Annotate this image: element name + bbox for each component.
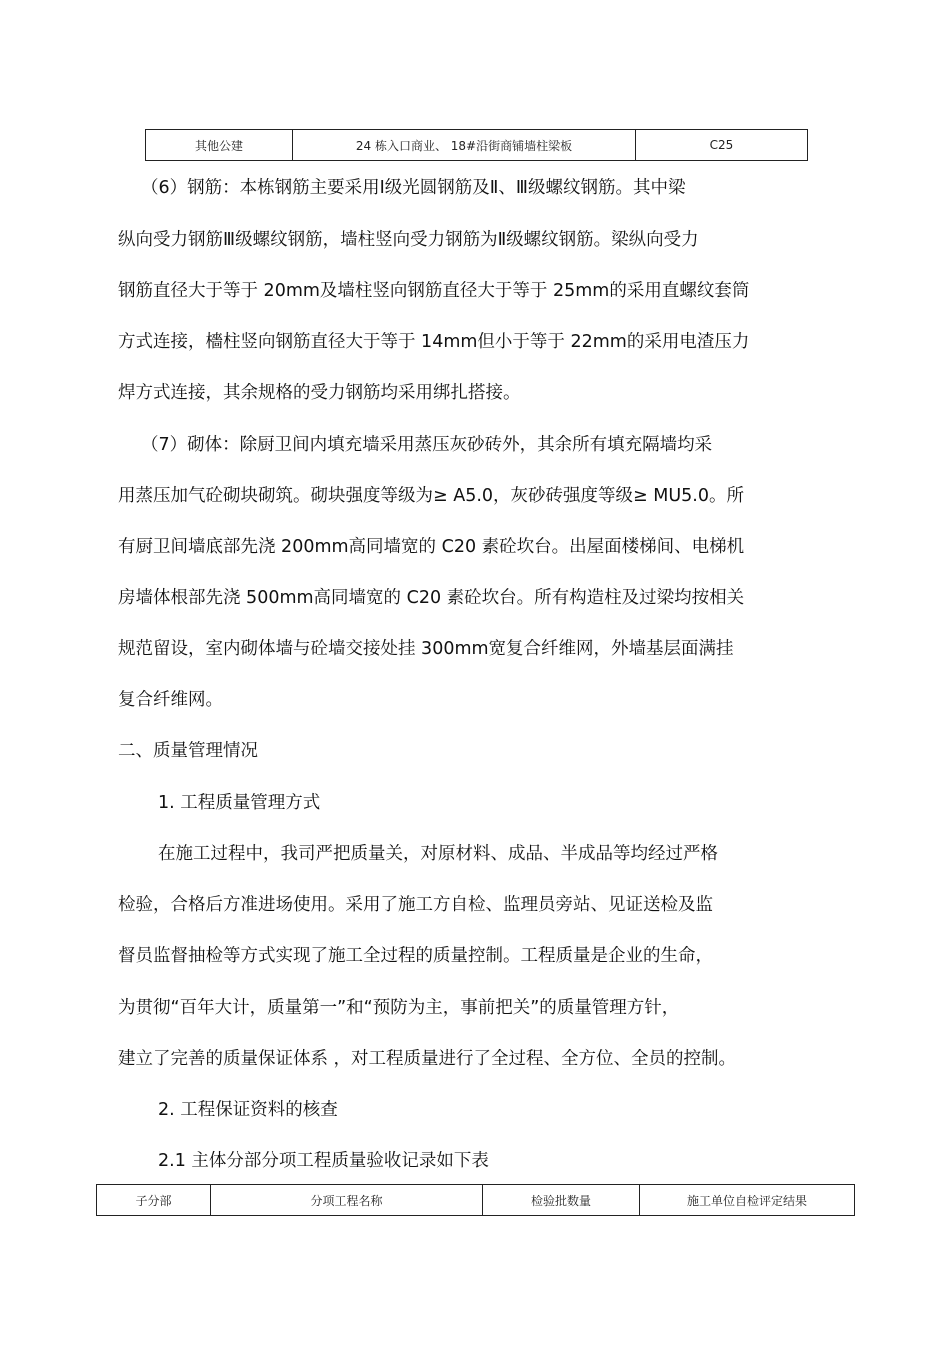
section-heading-quality-management: 二、质量管理情况 <box>118 741 258 761</box>
quality-paragraph-line-3: 督员监督抽检等方式实现了施工全过程的质量控制。工程质量是企业的生命， <box>118 946 713 966</box>
masonry-paragraph-line-6: 复合纤维网。 <box>118 690 223 710</box>
rebar-paragraph-line-5: 焊方式连接，其余规格的受力钢筋均采用绑扎搭接。 <box>118 383 521 403</box>
column-header-item-name: 分项工程名称 <box>211 1185 483 1216</box>
rebar-paragraph-line-2: 纵向受力钢筋Ⅲ级螺纹钢筋，墙柱竖向受力钢筋为Ⅱ级螺纹钢筋。梁纵向受力 <box>118 230 699 250</box>
table-header-row <box>97 1185 855 1216</box>
rebar-paragraph-line-4: 方式连接，檣柱竖向钢筋直径大于等于 14mm但小于等于 22mm的采用电渣压力 <box>118 332 750 352</box>
masonry-paragraph-line-4: 房墙体根部先浇 500mm高同墙宽的 C20 素砼坎台。所有构造柱及过梁均按相关 <box>118 588 745 608</box>
concrete-grade-table <box>145 129 808 161</box>
table-row <box>146 130 808 161</box>
subsection-heading-acceptance-record: 2.1 主体分部分项工程质量验收记录如下表 <box>158 1151 489 1171</box>
column-header-subdivision: 子分部 <box>97 1185 211 1216</box>
table-cell-location: 24 栋入口商业、 18#沿街商铺墙柱梁板 <box>293 130 636 161</box>
column-header-self-assessment: 施工单位自检评定结果 <box>640 1185 855 1216</box>
quality-paragraph-line-2: 检验，合格后方准进场使用。采用了施工方自检、监理员旁站、见证送检及监 <box>118 895 713 915</box>
masonry-paragraph-line-5: 规范留设，室内砌体墙与砼墙交接处挂 300mm宽复合纤维网，外墙基层面满挂 <box>118 639 734 659</box>
column-header-batch-count: 检验批数量 <box>483 1185 640 1216</box>
quality-paragraph-line-1: 在施工过程中，我司严把质量关，对原材料、成品、半成品等均经过严格 <box>158 844 718 864</box>
masonry-paragraph-line-3: 有厨卫间墙底部先浇 200mm高同墙宽的 C20 素砼坎台。出屋面楼梯间、电梯机 <box>118 537 745 557</box>
subsection-heading-document-check: 2. 工程保证资料的核查 <box>158 1100 338 1120</box>
rebar-paragraph-line-1: （6）钢筋：本栋钢筋主要采用Ⅰ级光圆钢筋及Ⅱ、Ⅲ级螺纹钢筋。其中梁 <box>141 178 686 198</box>
table-cell-category: 其他公建 <box>146 130 293 161</box>
table-cell-grade: C25 <box>636 130 808 161</box>
subsection-heading-quality-method: 1. 工程质量管理方式 <box>158 793 321 813</box>
acceptance-record-table <box>96 1184 855 1216</box>
masonry-paragraph-line-1: （7）砌体：除厨卫间内填充墙采用蒸压灰砂砖外，其余所有填充隔墙均采 <box>141 435 713 455</box>
masonry-paragraph-line-2: 用蒸压加气砼砌块砌筑。砌块强度等级为≥ A5.0，灰砂砖强度等级≥ MU5.0。所 <box>118 486 744 506</box>
rebar-paragraph-line-3: 钢筋直径大于等于 20mm及墙柱竖向钢筋直径大于等于 25mm的采用直螺纹套筒 <box>118 281 750 301</box>
quality-paragraph-line-4: 为贯彻“百年大计，质量第一”和“预防为主，事前把关”的质量管理方针， <box>118 998 680 1018</box>
quality-paragraph-line-5: 建立了完善的质量保证体系 ，对工程质量进行了全过程、全方位、全员的控制。 <box>118 1049 737 1069</box>
